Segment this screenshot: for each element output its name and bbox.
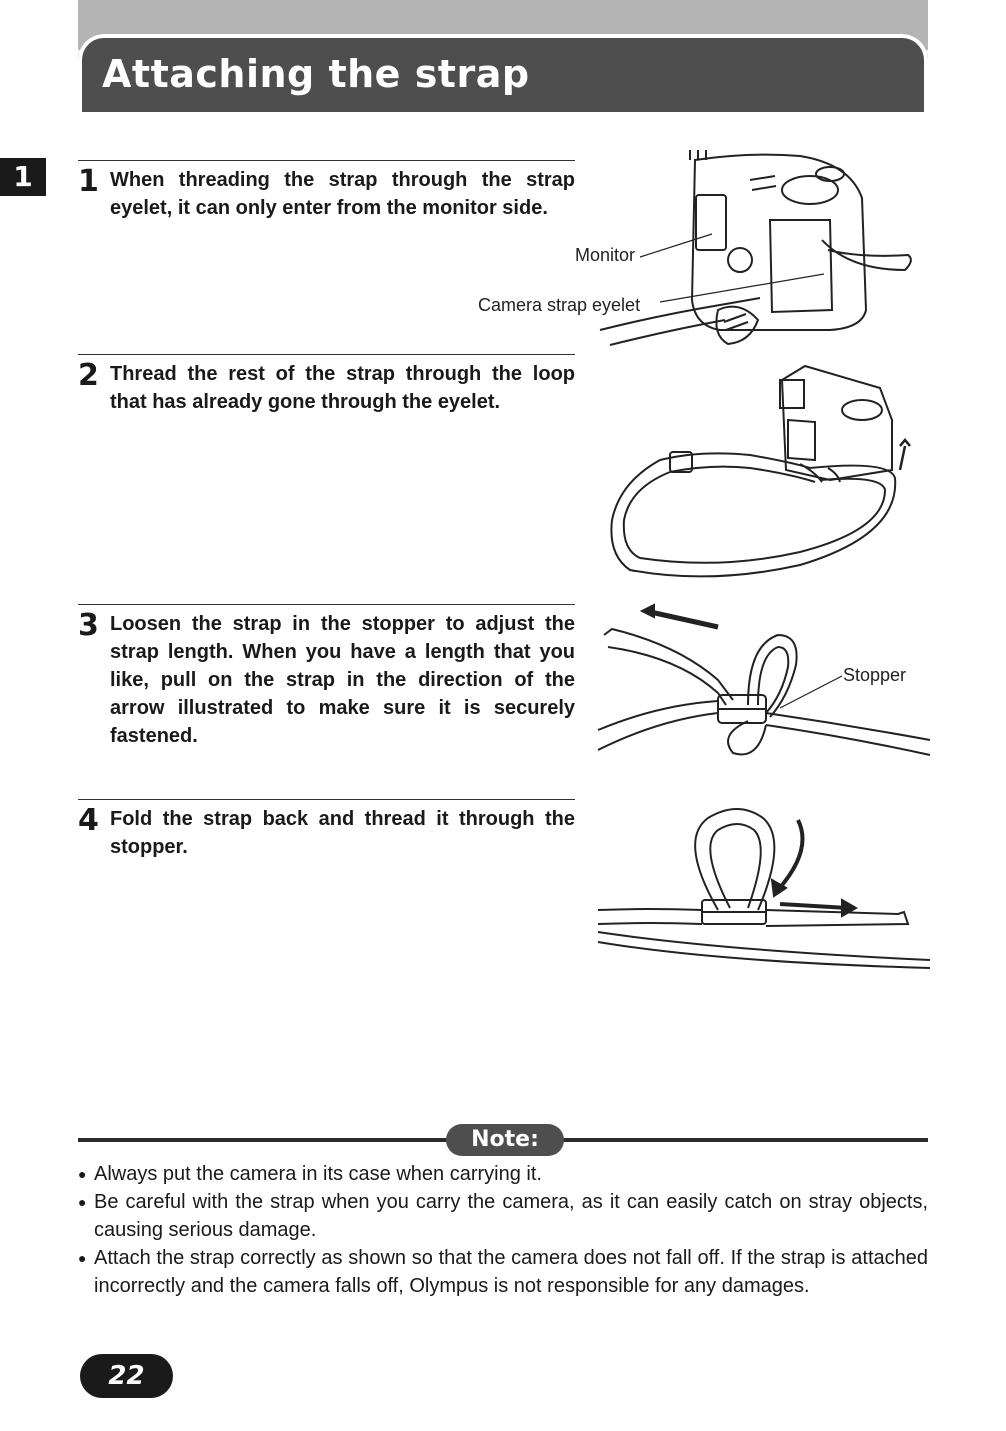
step-number: 3 [78, 608, 99, 643]
bullet-icon: ● [78, 1166, 87, 1182]
eyelet-leader-line [660, 270, 830, 310]
step-text: Loosen the strap in the stopper to adjust the strap length. When you have a length that you like, pull on the strap in the direction of the arrow illustrated to make sure it is securely fastened. [110, 613, 575, 747]
step-2 [78, 354, 575, 413]
note-text: Be careful with the strap when you carry the camera, as it can easily catch on stray objects, causing serious damage. [94, 1191, 928, 1241]
fold-strap-illustration [598, 800, 930, 970]
bullet-icon: ● [78, 1250, 87, 1266]
stopper-label: Stopper [843, 665, 907, 685]
note-item [78, 1188, 928, 1244]
step-text: When threading the strap through the strap eyelet, it can only enter from the monitor side. [110, 169, 575, 219]
step-1 [78, 160, 575, 219]
eyelet-label: Camera strap eyelet [478, 295, 641, 315]
monitor-label: Monitor [575, 245, 636, 265]
step-number: 4 [78, 803, 99, 838]
bullet-icon: ● [78, 1194, 87, 1210]
note-item [78, 1244, 928, 1300]
page-number: 22 [80, 1354, 173, 1398]
step-4 [78, 799, 575, 858]
title-bar [78, 34, 928, 116]
note-text: Always put the camera in its case when carrying it. [94, 1163, 542, 1185]
step-3 [78, 604, 575, 747]
page-title: Attaching the strap [102, 52, 530, 96]
note-item [78, 1160, 928, 1188]
stopper-leader-line [780, 670, 850, 710]
step-text: Fold the strap back and thread it through the stopper. [110, 808, 575, 858]
strap-loop-illustration [600, 360, 930, 590]
step-text: Thread the rest of the strap through the loop that has already gone through the eyelet. [110, 363, 575, 413]
note-text: Attach the strap correctly as shown so that the camera does not fall off. If the strap is attached incorrectly and the camera falls off, Olympus is not responsible for any damages. [94, 1247, 928, 1297]
note-label: Note: [446, 1124, 564, 1156]
monitor-leader-line [640, 230, 720, 270]
step-number: 2 [78, 358, 99, 393]
note-list [78, 1160, 928, 1300]
chapter-tab: 1 [0, 158, 46, 196]
step-number: 1 [78, 164, 99, 199]
